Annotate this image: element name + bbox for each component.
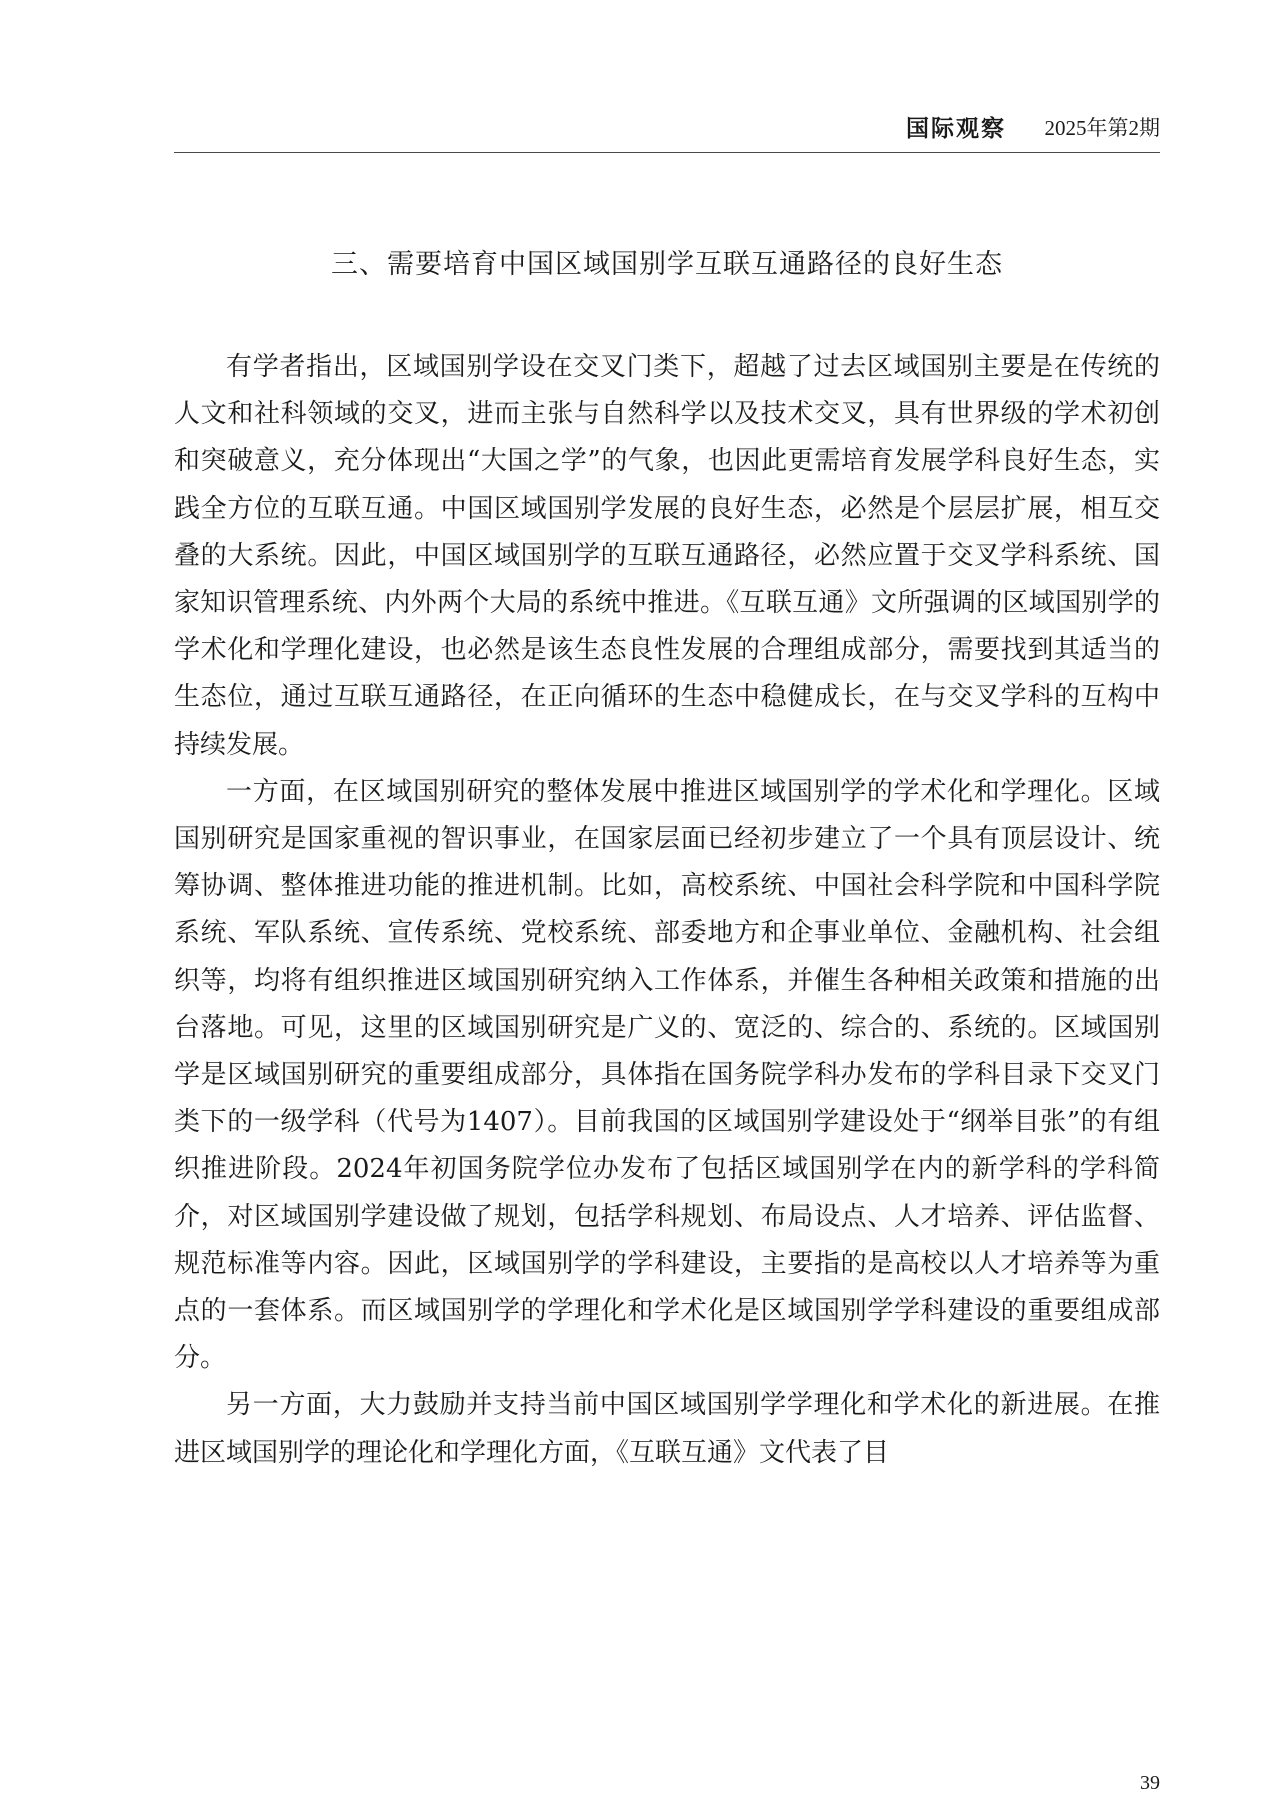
journal-name: 国际观察 <box>906 115 1006 142</box>
issue-number: 2025年第2期 <box>1044 116 1160 140</box>
paragraph-3: 另一方面，大力鼓励并支持当前中国区域国别学学理化和学术化的新进展。在推进区域国别学的理论化和学理化方面，《互联互通》文代表了目 <box>174 1390 1160 1468</box>
section-title: 三、需要培育中国区域国别学互联互通路径的良好生态 <box>331 249 1003 280</box>
paragraph-2: 一方面，在区域国别研究的整体发展中推进区域国别学的学术化和学理化。区域国别研究是国家重视的智识事业，在国家层面已经初步建立了一个具有顶层设计、统筹协调、整体推进功能的推进机制。比如，高校系统、中国社会科学院和中国科学院系统、军队系统、宣传系统、党校系统、部委地方和企事业单位、金融机构、社会组织等，均将有组织推进区域国别研究纳入工作体系，并催生各种相关政策和措施的出台落地。可见，这里的区域国别研究是广义的、宽泛的、综合的、系统的。区域国别学是区域国别研究的重要组成部分，具体指在国务院学科办发布的学科目录下交叉门类下的一级学科（代号为1407）。目前我国的区域国别学建设处于“纲举目张”的有组织推进阶段。2024年初国务院学位办发布了包括区域国别学在内的新学科的学科简介，对区域国别学建设做了规划，包括学科规划、布局设点、人才培养、评估监督、规范标准等内容。因此，区域国别学的学科建设，主要指的是高校以人才培养等为重点的一套体系。而区域国别学的学理化和学术化是区域国别学学科建设的重要组成部分。 <box>174 776 1160 1374</box>
paragraph-1: 有学者指出，区域国别学设在交叉门类下，超越了过去区域国别主要是在传统的人文和社科领域的交叉，进而主张与自然科学以及技术交叉，具有世界级的学术初创和突破意义，充分体现出“大国之学”的气象，也因此更需培育发展学科良好生态，实践全方位的互联互通。中国区域国别学发展的良好生态，必然是个层层扩展，相互交叠的大系统。因此，中国区域国别学的互联互通路径，必然应置于交叉学科系统、国家知识管理系统、内外两个大局的系统中推进。《互联互通》文所强调的区域国别学的学术化和学理化建设，也必然是该生态良性发展的合理组成部分，需要找到其适当的生态位，通过互联互通路径，在正向循环的生态中稳健成长，在与交叉学科的互构中持续发展。 <box>174 352 1160 760</box>
body-text <box>174 344 1160 1477</box>
page-number: 39 <box>1140 1772 1160 1794</box>
page-header <box>174 108 1160 153</box>
